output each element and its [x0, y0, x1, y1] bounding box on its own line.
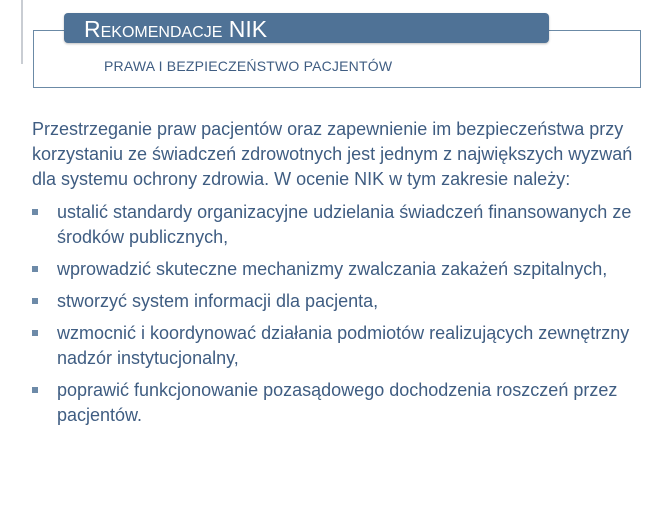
list-item-text: poprawić funkcjonowanie pozasądowego dochodzenia roszczeń przez pacjentów.: [57, 380, 618, 425]
list-item: [32, 321, 652, 371]
list-item: [32, 378, 652, 428]
list-item: [32, 289, 652, 314]
list-item-text: wprowadzić skuteczne mechanizmy zwalczania zakażeń szpitalnych,: [57, 259, 608, 279]
slide-body: [32, 117, 652, 435]
list-item: [32, 257, 652, 282]
slide-title: Rekomendacje NIK: [84, 16, 268, 42]
left-divider-line: [21, 0, 23, 64]
square-bullet-icon: [32, 387, 38, 393]
recommendation-list: [32, 200, 652, 428]
list-item-text: stworzyć system informacji dla pacjenta,: [57, 291, 379, 311]
list-item-text: ustalić standardy organizacyjne udzielania świadczeń finansowanych ze środków publicznych,: [57, 202, 632, 247]
list-item: [32, 200, 652, 250]
slide-subtitle: PRAWA I BEZPIECZEŃSTWO PACJENTÓW: [104, 58, 393, 74]
square-bullet-icon: [32, 209, 38, 215]
intro-paragraph: Przestrzeganie praw pacjentów oraz zapewnienie im bezpieczeństwa przy korzystaniu ze świadczeń zdrowotnych jest jednym z największych wyzwań dla systemu ochrony zdrowia. W ocenie NIK w tym zakresie należy:: [32, 119, 633, 189]
list-item-text: wzmocnić i koordynować działania podmiotów realizujących zewnętrzny nadzór instytucjonalny,: [57, 323, 630, 368]
square-bullet-icon: [32, 266, 38, 272]
square-bullet-icon: [32, 298, 38, 304]
square-bullet-icon: [32, 330, 38, 336]
